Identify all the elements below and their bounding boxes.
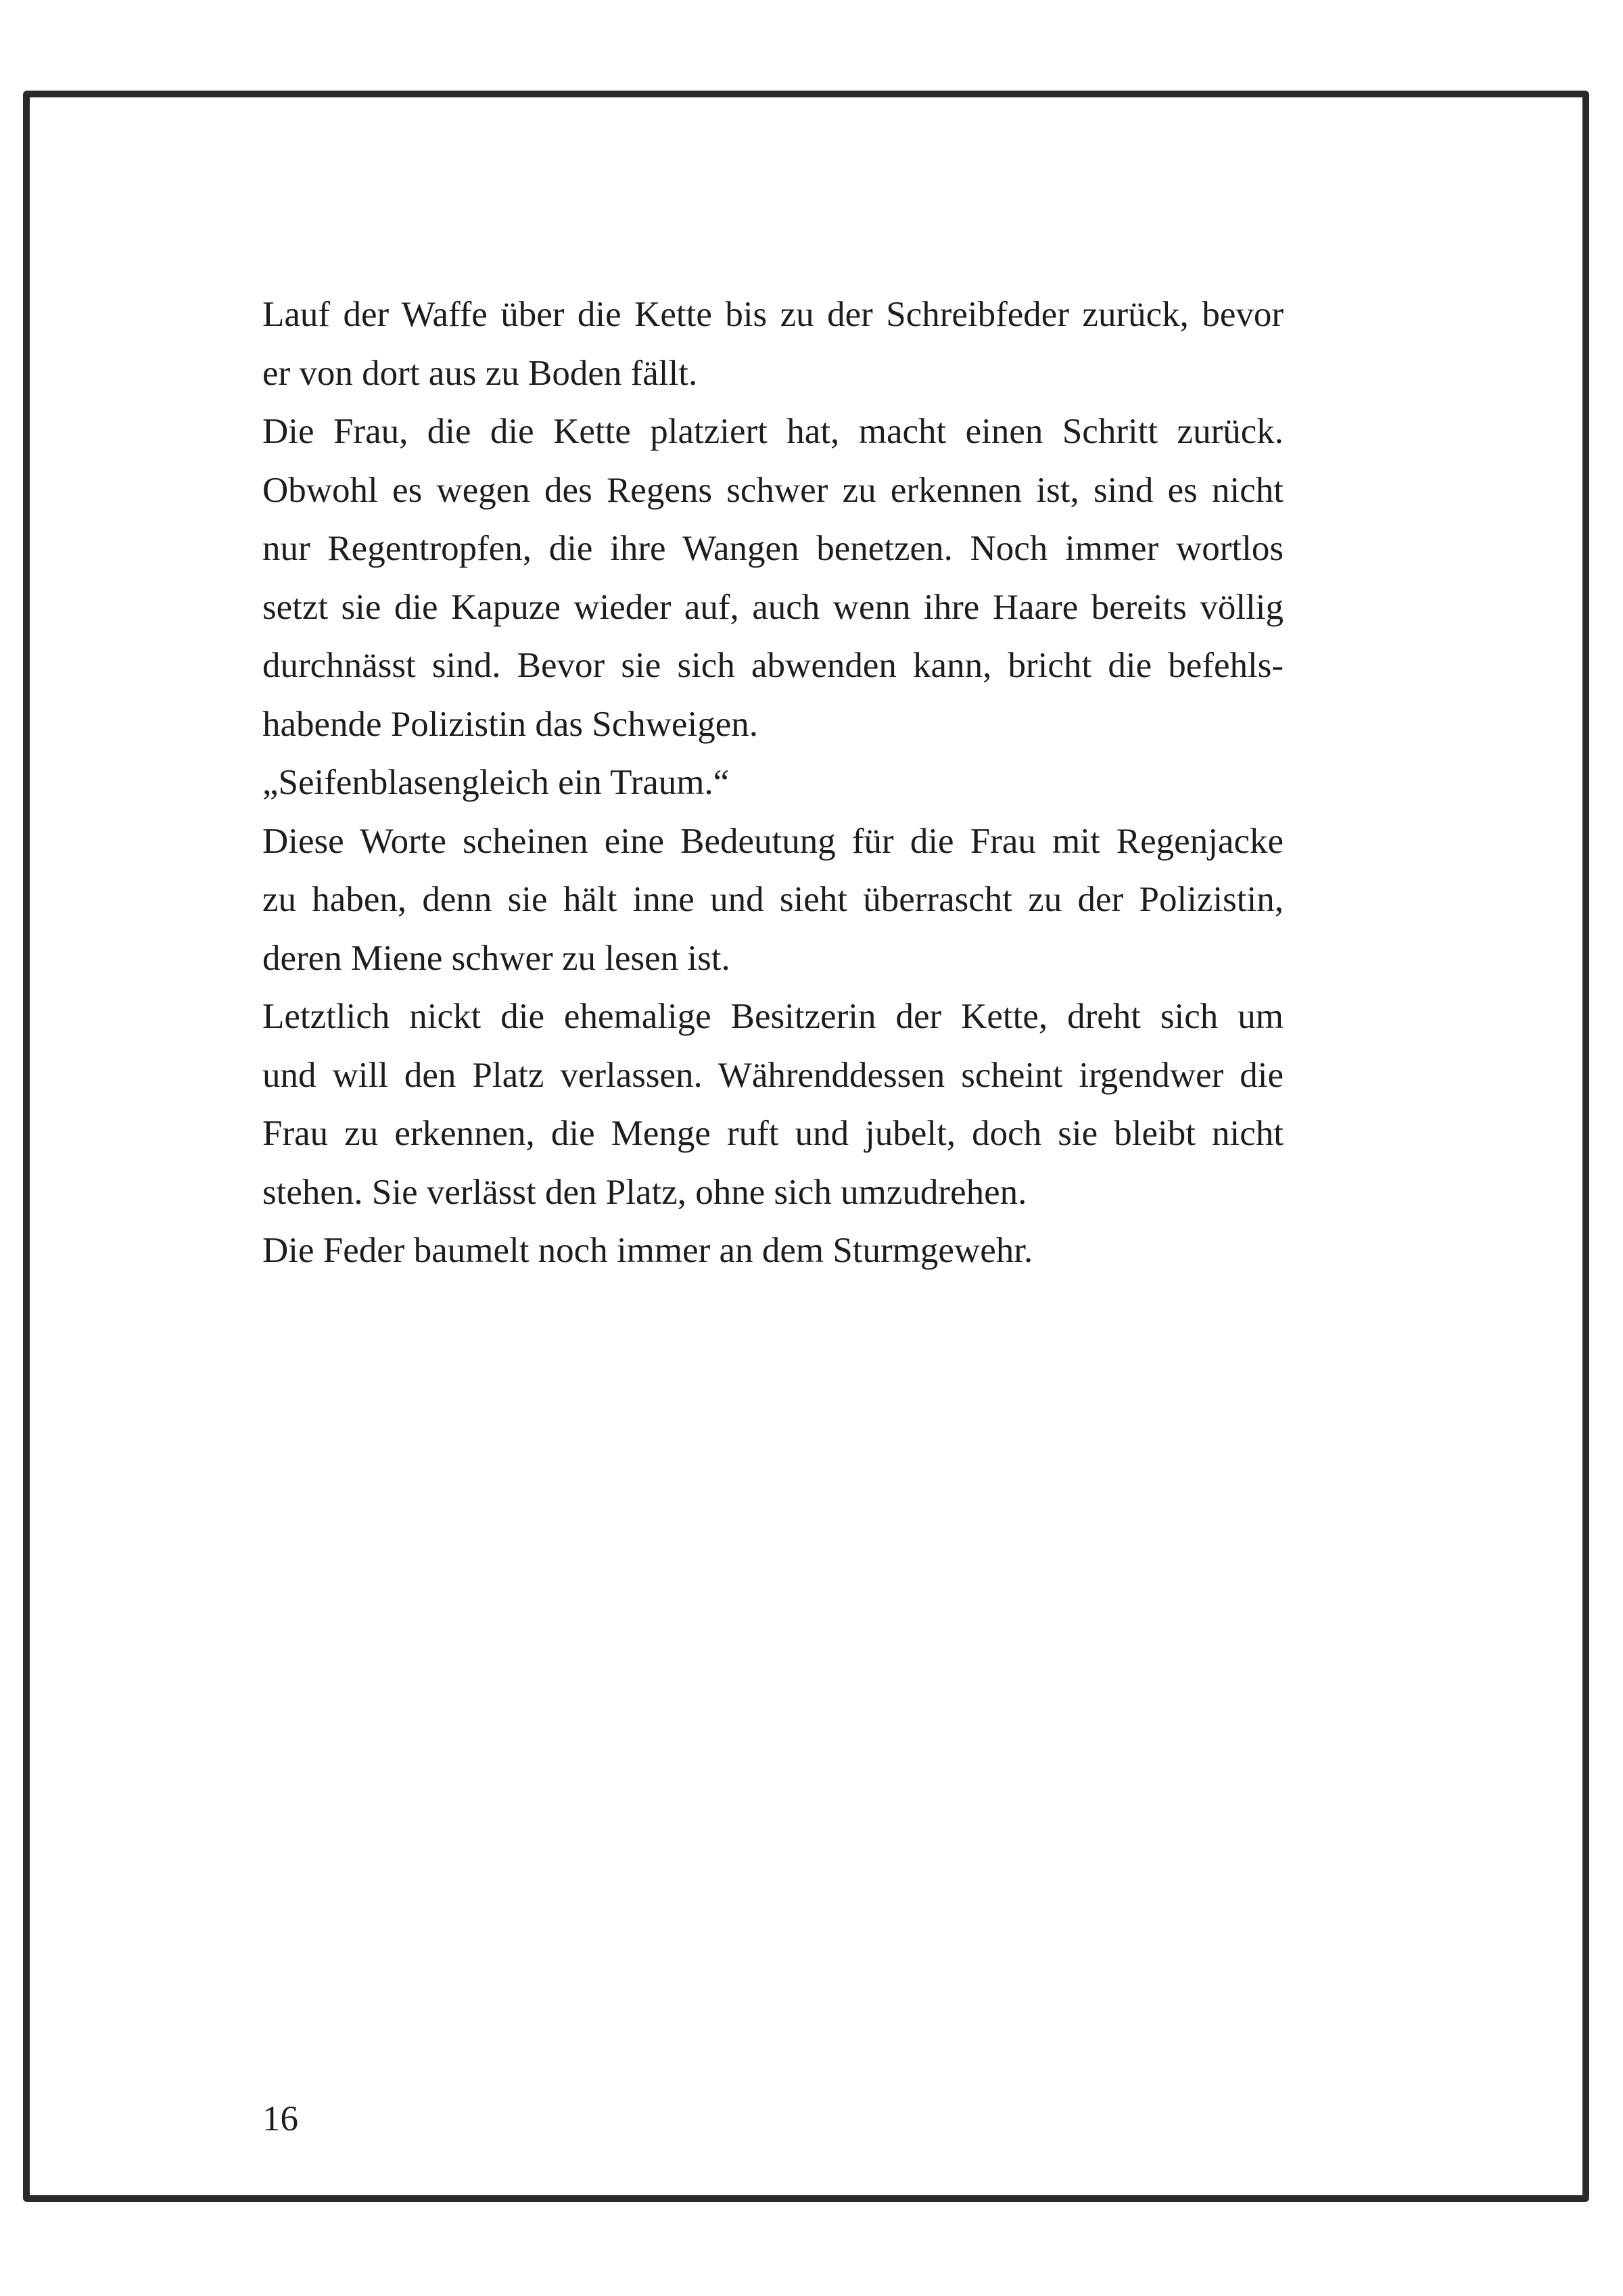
text-line: er von dort aus zu Boden fällt. <box>262 353 698 393</box>
text-line: Diese Worte scheinen eine Bedeutung für die Frau mit Regenjacke <box>262 821 1284 861</box>
text-line: Letztlich nickt die ehemalige Besitzerin der Kette, dreht sich um <box>262 997 1284 1036</box>
text-line: Frau zu erkennen, die Menge ruft und jubelt, doch sie bleibt nicht <box>262 1114 1284 1153</box>
text-line: Lauf der Waffe über die Kette bis zu der Schreibfeder zurück, bevor <box>262 295 1284 334</box>
text-line: durchnässt sind. Bevor sie sich abwenden kann, bricht die befehls- <box>262 646 1284 685</box>
text-line: nur Regentropfen, die ihre Wangen benetzen. Noch immer wortlos <box>262 529 1284 568</box>
page-number: 16 <box>262 2099 298 2138</box>
text-line: Die Feder baumelt noch immer an dem Sturmgewehr. <box>262 1231 1033 1270</box>
text-line: Obwohl es wegen des Regens schwer zu erkennen ist, sind es nicht <box>262 470 1284 510</box>
text-line: habende Polizistin das Schweigen. <box>262 704 759 744</box>
text-line: stehen. Sie verlässt den Platz, ohne sich umzudrehen. <box>262 1172 1027 1212</box>
text-line: und will den Platz verlassen. Währenddessen scheint irgendwer die <box>262 1055 1284 1095</box>
text-line: deren Miene schwer zu lesen ist. <box>262 938 730 978</box>
text-line: setzt sie die Kapuze wieder auf, auch wenn ihre Haare bereits völlig <box>262 587 1284 627</box>
text-line: Die Frau, die die Kette platziert hat, macht einen Schritt zurück. <box>262 412 1284 451</box>
text-line: „Seifenblasengleich ein Traum.“ <box>262 763 730 802</box>
text-line: zu haben, denn sie hält inne und sieht überrascht zu der Polizistin, <box>262 880 1284 919</box>
body-text <box>262 285 1284 1280</box>
